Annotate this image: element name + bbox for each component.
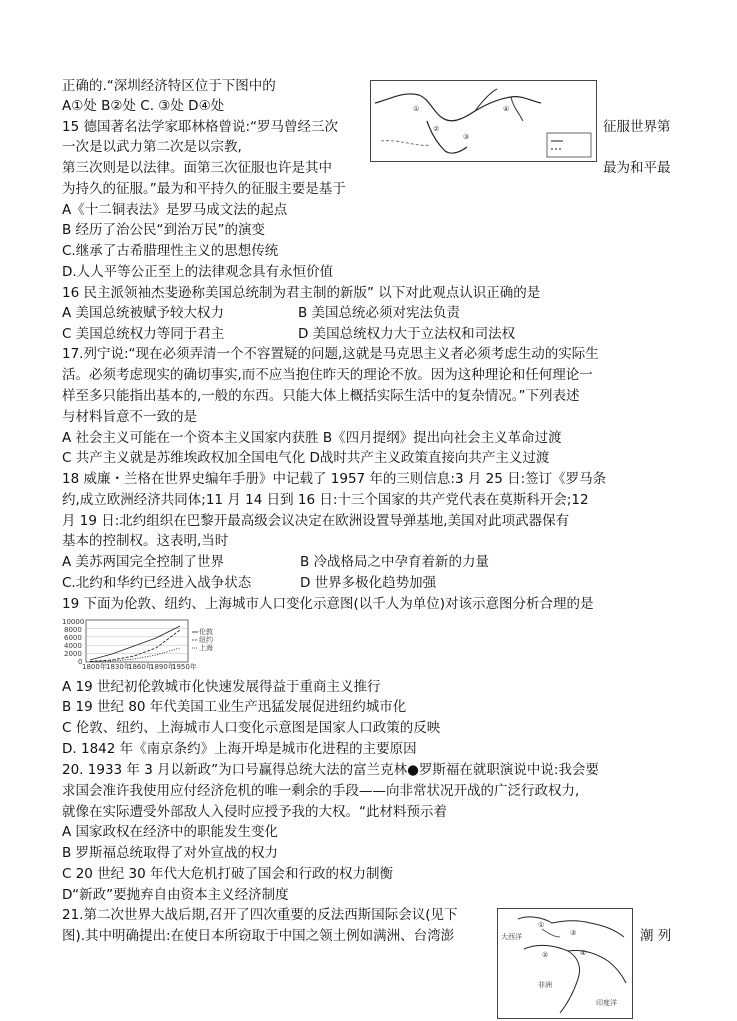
map-conferences xyxy=(497,908,633,1019)
text-line: 月 19 日:北约组织在巴黎开最高级会议决定在欧洲设置导弹基地,美国对此项武器保有 xyxy=(62,513,570,529)
y-tick-label: 2000 xyxy=(64,650,82,658)
map2-label: ② xyxy=(542,951,549,959)
text-line: 21.第二次世界大战后期,召开了四次重要的反法西斯国际会议(见下 xyxy=(62,907,458,923)
text-line: 图).其中明确提出:在使日本所窃取于中国之领土例如满洲、台湾澎 xyxy=(62,928,455,944)
text-line: A 社会主义可能在一个资本主义国家内获胜 B《四月提纲》提出向社会主义革命过渡 xyxy=(62,430,562,446)
series-line xyxy=(90,626,180,660)
text-line: 约,成立欧洲经济共同体;11 月 14 日到 16 日:十三个国家的共产党代表在莫斯科开会;12 xyxy=(62,492,589,508)
text-line: A《十二铜表法》是罗马成文法的起点 xyxy=(62,202,288,218)
text-line: 18 威廉・兰格在世界史编年手册》中记载了 1957 年的三则信息:3 月 25 日:签订《罗马条 xyxy=(62,471,607,487)
legend-label: 上海 xyxy=(199,644,213,652)
text-line: D.人人平等公正至上的法律观念具有永恒价值 xyxy=(62,264,334,280)
text-line: B 19 世纪 80 年代美国工业生产迅猛发展促进纽约城市化 xyxy=(62,699,407,715)
y-tick-label: 8000 xyxy=(64,626,82,634)
map2-label: ③ xyxy=(570,929,577,937)
x-tick-label: 1800年 xyxy=(82,663,107,671)
text-line: 活。必须考虑现实的确切事实,而不应当抱住昨天的理论不放。因为这种理论和任何理论一 xyxy=(62,367,593,383)
text-line: C 共产主义就是苏维埃政权加全国电气化 D战时共产主义政策直接向共产主义过渡 xyxy=(62,450,550,466)
text-line: 16 民主派领袖杰斐逊称美国总统制为君主制的新版” 以下对此观点认识正确的是 xyxy=(62,285,541,301)
text-line: A 美苏两国完全控制了世界 xyxy=(62,554,225,570)
text-line: D“新政”要抛弃自由资本主义经济制度 xyxy=(62,887,289,903)
text-line: C 美国总统权力等同于君主 xyxy=(62,326,225,342)
text-line: B 冷战格局之中孕育着新的力量 xyxy=(300,554,490,570)
y-tick-label: 4000 xyxy=(64,642,82,650)
text-line: 17.列宁说:“现在必须弄清一个不容置疑的问题,这就是马克思主义者必须考虑生动的实际生 xyxy=(62,346,599,362)
text-line: 15 德国著名法学家耶林格曾说:“罗马曾经三次 xyxy=(62,119,339,135)
text-line: B 美国总统必须对宪法负责 xyxy=(298,305,461,321)
y-tick-label: 0 xyxy=(78,658,83,666)
text-line: A 国家政权在经济中的职能发生变化 xyxy=(62,824,279,840)
text-line: B 经历了治公民“到治万民”的演变 xyxy=(62,222,266,238)
text-line: C.继承了古希腊理性主义的思想传统 xyxy=(62,243,279,259)
text-line: 20. 1933 年 3 月以新政”为口号赢得总统大法的富兰克林●罗斯福在就职演说中说:我会要 xyxy=(62,762,599,778)
x-tick-label: 1830年 xyxy=(106,663,131,671)
map1-label: ② xyxy=(433,125,440,133)
series-line xyxy=(90,648,180,662)
legend-label: 伦敦 xyxy=(199,628,213,636)
y-tick-label: 6000 xyxy=(64,634,82,642)
text-line: 为持久的征服。”最为和平持久的征服主要是基于 xyxy=(62,181,346,197)
x-tick-label: 1890年 xyxy=(150,663,175,671)
legend-label: 纽约 xyxy=(199,636,213,644)
map1-label: ④ xyxy=(503,105,510,113)
map-south-china xyxy=(370,80,597,162)
map2-label: 大西洋 xyxy=(501,933,522,941)
text-line: A 19 世纪初伦敦城市化快速发展得益于重商主义推行 xyxy=(62,679,381,695)
x-tick-label: 1950年 xyxy=(172,663,197,671)
text-line: 求国会准许我使用应付经济危机的唯一剩余的手段——向非常状况开战的广泛行政权力, xyxy=(62,783,580,799)
text-line: A 美国总统被赋予较大权力 xyxy=(62,305,225,321)
text-line: 一次是以武力第二次是以宗教, xyxy=(62,139,242,155)
text-line: 征服世界第 xyxy=(603,119,671,135)
text-line: D. 1842 年《南京条约》上海开埠是城市化进程的主要原因 xyxy=(62,741,417,757)
text-line: C 伦敦、纽约、上海城市人口变化示意图是国家人口政策的反映 xyxy=(62,720,441,736)
population-chart xyxy=(62,618,213,671)
text-line: 正确的.“深圳经济特区位于下图中的 xyxy=(62,78,276,94)
text-line: C 20 世纪 30 年代大危机打破了国会和行政的权力制衡 xyxy=(62,866,393,882)
text-line: D 世界多极化趋势加强 xyxy=(300,575,437,591)
map2-label: ① xyxy=(538,921,545,929)
text-line: 最为和平最 xyxy=(603,160,671,176)
text-line: D 美国总统权力大于立法权和司法权 xyxy=(298,326,516,342)
text-line: 就像在实际遭受外部敌人入侵时应授予我的大权。“此材料预示着 xyxy=(62,804,447,820)
map2-label: 印度洋 xyxy=(596,999,617,1007)
text-line: A①处 B②处 C. ③处 D④处 xyxy=(62,98,225,114)
text-line: B 罗斯福总统取得了对外宣战的权力 xyxy=(62,845,279,861)
text-line: 样至多只能指出基本的,一般的东西。只能大体上概括实际生活中的复杂情况。”下列表述 xyxy=(62,388,580,404)
text-line: 潮 列 xyxy=(640,928,672,944)
text-line: 与材料旨意不一致的是 xyxy=(62,409,197,425)
y-tick-label: 10000 xyxy=(62,618,85,626)
map1-label: ③ xyxy=(463,133,470,141)
text-line: 第三次则是以法律。面第三次征服也许是其中 xyxy=(62,160,332,176)
text-line: 基本的控制权。这表明,当时 xyxy=(62,533,229,549)
text-line: C.北约和华约已经进入战争状态 xyxy=(62,575,252,591)
x-tick-label: 1860年 xyxy=(128,663,153,671)
map2-label: ④ xyxy=(580,949,587,957)
map2-label: 非洲 xyxy=(538,981,552,989)
text-line: 19 下面为伦敦、纽约、上海城市人口变化示意图(以千人为单位)对该示意图分析合理的是 xyxy=(62,596,594,612)
map1-label: ① xyxy=(413,105,420,113)
